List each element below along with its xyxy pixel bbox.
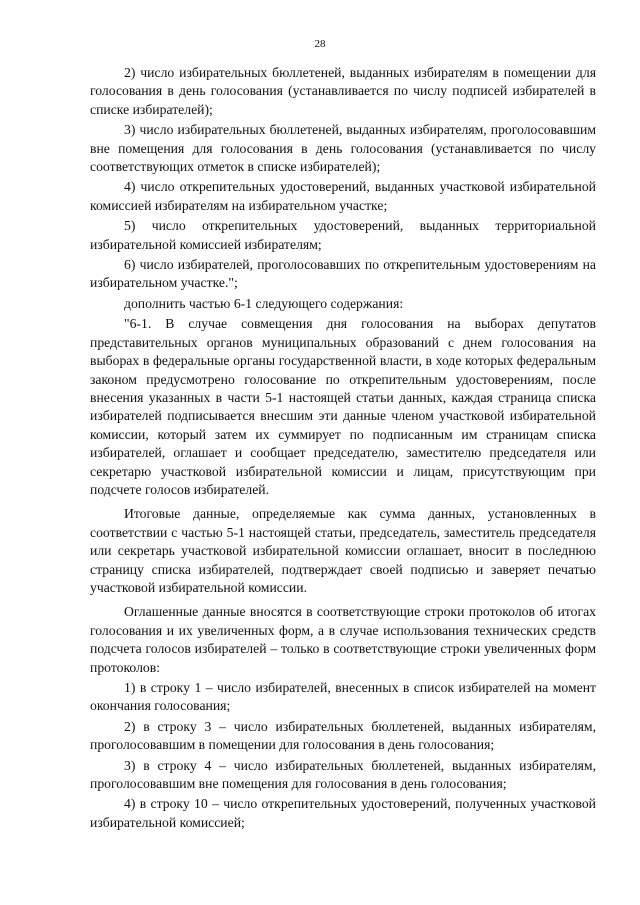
paragraph-part-6-1: "6-1. В случае совмещения дня голосования на выборах депутатов представительных органов муниципальных образований с днем голосования на выборах в федеральные органы государственной власти, в ходе которых федеральным законом предусмотрено голосование по открепительным удостоверениям, после внесения указанных в части 5-1 настоящей статьи данных, каждая страница списка избирателей подписывается внесшим эти данные членом участковой избирательной комиссии, который затем их суммирует по подписанным им страницам списка избирателей, оглашает и сообщает председателю, заместителю председателя или секретарю участковой избирательной комиссии и лицам, присутствующим при подсчете голосов избирателей. — [90, 316, 596, 497]
document-body — [90, 64, 596, 834]
paragraph-line-1: 1) в строку 1 – число избирателей, внесенных в список избирателей на момент окончания голосования; — [90, 680, 596, 714]
paragraph-item-4: 4) число открепительных удостоверений, выданных участковой избирательной комиссией избирателям на избирательном участке; — [90, 179, 596, 213]
paragraph-announced-data: Оглашенные данные вносятся в соответствующие строки протоколов об итогах голосования и их увеличенных форм, а в случае использования технических средств подсчета голосов избирателей – только в соответствующие строки увеличенных форм протоколов: — [90, 604, 596, 675]
paragraph-totals: Итоговые данные, определяемые как сумма данных, установленных в соответствии с частью 5-1 настоящей статьи, председатель, заместитель председателя или секретарь участковой избирательной комиссии оглашает, вносит в последнюю страницу списка избирателей, подтверждает своей подписью и заверяет печатью участковой избирательной комиссии. — [90, 506, 596, 595]
paragraph-line-3: 2) в строку 3 – число избирательных бюллетеней, выданных избирателям, проголосовавшим в помещении для голосования в день голосования; — [90, 718, 596, 753]
paragraph-item-5: 5) число открепительных удостоверений, выданных территориальной избирательной комиссией избирателям; — [90, 218, 596, 252]
paragraph-item-2: 2) число избирательных бюллетеней, выданных избирателям в помещении для голосования в день голосования (устанавливается по числу подписей избирателей в списке избирателей); — [90, 65, 596, 117]
paragraph-amendment-intro: дополнить частью 6-1 следующего содержания: — [124, 295, 404, 311]
paragraph-line-10: 4) в строку 10 – число открепительных удостоверений, полученных участковой избирательной комиссией; — [90, 796, 596, 830]
paragraph-item-6: 6) число избирателей, проголосовавших по открепительным удостоверениям на избирательном участке."; — [90, 257, 596, 291]
page-number: 28 — [314, 38, 326, 50]
paragraph-item-3: 3) число избирательных бюллетеней, выданных избирателям, проголосовавшим вне помещения для голосования в день голосования (устанавливается по числу соответствующих отметок в списке избирателей); — [90, 122, 596, 175]
paragraph-line-4: 3) в строку 4 – число избирательных бюллетеней, выданных избирателям, проголосовавшим вне помещения для голосования в день голосования; — [90, 757, 596, 792]
